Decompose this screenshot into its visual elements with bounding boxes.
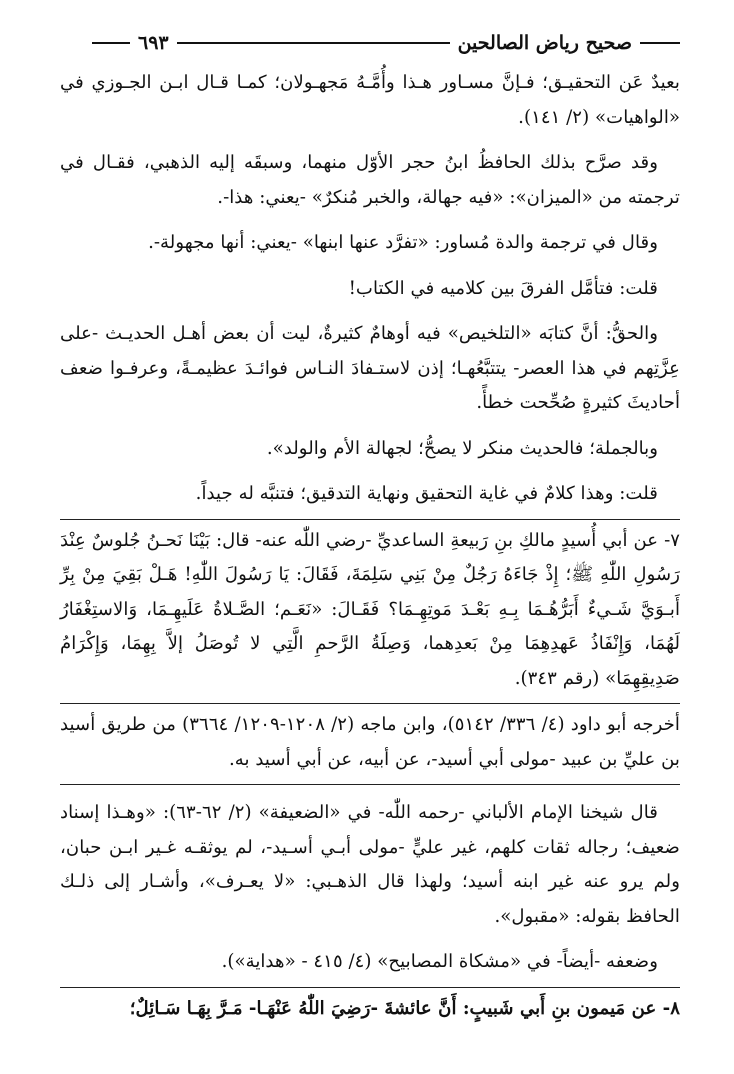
- paragraph-6: وبالجملة؛ فالحديث منكر لا يصحُّ؛ لجهالة الأم والولد».: [266, 437, 658, 459]
- paragraph-5: والحقُّ: أنَّ كتابَه «التلخيص» فيه أوهامٌ كثيرةٌ، ليت أن بعض أهـل الحديـث -على عِزَّتِهم في هذا العصر- يتتبَّعُهـا؛ إذن لاستـفادَ النـاس فوائـدَ عظيمـةً، وعرفـوا ضعف أحاديثَ كثيرةٍ صُحِّحت خطأً.: [60, 323, 680, 413]
- paragraph-3: وقال في ترجمة والدة مُساور: «تفرَّد عنها ابنها» -يعني: أنها مجهولة-.: [148, 232, 658, 253]
- paragraph-4: قلت: فتأمَّل الفرقَ بين كلاميه في الكتاب!: [348, 277, 658, 299]
- takhrij-paragraph: أخرجه أبو داود (٤/ ٣٣٦/ ٥١٤٢)، وابن ماجه (٢/ ١٢٠٨-١٢٠٩/ ٣٦٦٤) من طريق أسيد بن عليِّ بن عبيد -مولى أبي أسيد-، عن أبيه، عن أبي أسيد به.: [60, 714, 680, 770]
- section-divider: [60, 987, 680, 988]
- section-divider: [60, 519, 680, 520]
- paragraph-2: وقد صرَّح بذلك الحافظُ ابنُ حجر الأوّل منهما، وسبقَه إليه الذهبي، فقـال في ترجمته من «الميزان»: «فيه جهالة، والخبر مُنكرٌ» -يعني: هذا-.: [60, 152, 680, 208]
- hadith-7: ٧- عن أبي أُسيدٍ مالكِ بنِ رَبيعةِ الساعديِّ -رضي اللّٰه عنه- قال: بَيْنَا نَحـنُ جُلوسٌ عِنْدَ رَسُولِ اللّٰهِ ﷺ؛ إِذْ جَاءَهُ رَجُلٌ مِنْ بَنِي سَلِمَةَ، فَقَالَ: يَا رَسُولَ اللّٰهِ! هَـلْ بَقِيَ مِنْ بِرِّ أَبـوَيَّ شَـيءٌ أَبَرُّهُـمَا بِـهِ بَعْـدَ مَوتِهِـمَا؟ فَقَـالَ: «نَعَـم؛ الصَّـلاةُ عَلَيهِـمَا، وَالاستِغْفَارُ لَهُمَا، وَإِنْفَاذُ عَهدِهِمَا مِنْ بَعدِهما، وَصِلَةُ الرَّحمِ الَّتِي لا تُوصَلُ إلاَّ بِهِمَا، وَإِكْرَامُ صَدِيقِهِمَا» (رقم ٣٤٣).: [60, 529, 680, 689]
- page-header: [92, 26, 680, 60]
- header-rule-right: [640, 42, 680, 44]
- page-body: [60, 66, 680, 1026]
- book-title: صحيح رياض الصالحين: [457, 32, 632, 54]
- paragraph-1: بعيدٌ عَن التحقيـق؛ فـإنَّ مسـاور هـذا وأُمَّـهُ مَجهـولان؛ كمـا قـال ابـن الجـوزي في «الواهيات» (٢/ ١٤١).: [60, 72, 680, 128]
- header-rule-left: [92, 42, 130, 44]
- section-divider: [60, 703, 680, 704]
- section-divider: [60, 784, 680, 785]
- weakness-note: وضعفه -أيضاً- في «مشكاة المصابيح» (٤/ ٤١٥ - «هداية»).: [221, 951, 658, 972]
- paragraph-7: قلت: وهذا كلامٌ في غاية التحقيق ونهاية التدقيق؛ فتنبَّه له جيداً.: [195, 483, 658, 504]
- hadith-8: ٨- عن مَيمون بنِ أَبي شَبيبٍ: أَنَّ عائشةَ -رَضِيَ اللّٰهُ عَنْهَـا- مَـرَّ بِهَـا سَـائِلٌ؛: [129, 997, 680, 1019]
- page-number: ٦٩٣: [138, 32, 169, 54]
- header-rule-middle: [177, 42, 450, 44]
- albani-comment: قال شيخنا الإمام الألباني -رحمه اللّٰه- في «الضعيفة» (٢/ ٦٢-٦٣): «وهـذا إسناد ضعيف؛ رجاله ثقات كلهم، غير عليٍّ -مولى أبـي أسـيد-، لم يوثقـه غـير ابـن حبان، ولم يرو عنه غير ابنه أسيد؛ ولهذا قال الذهـبي: «لا يعـرف»، وأشـار إلى ذلـك الحافظ بقوله: «مقبول».: [60, 802, 680, 927]
